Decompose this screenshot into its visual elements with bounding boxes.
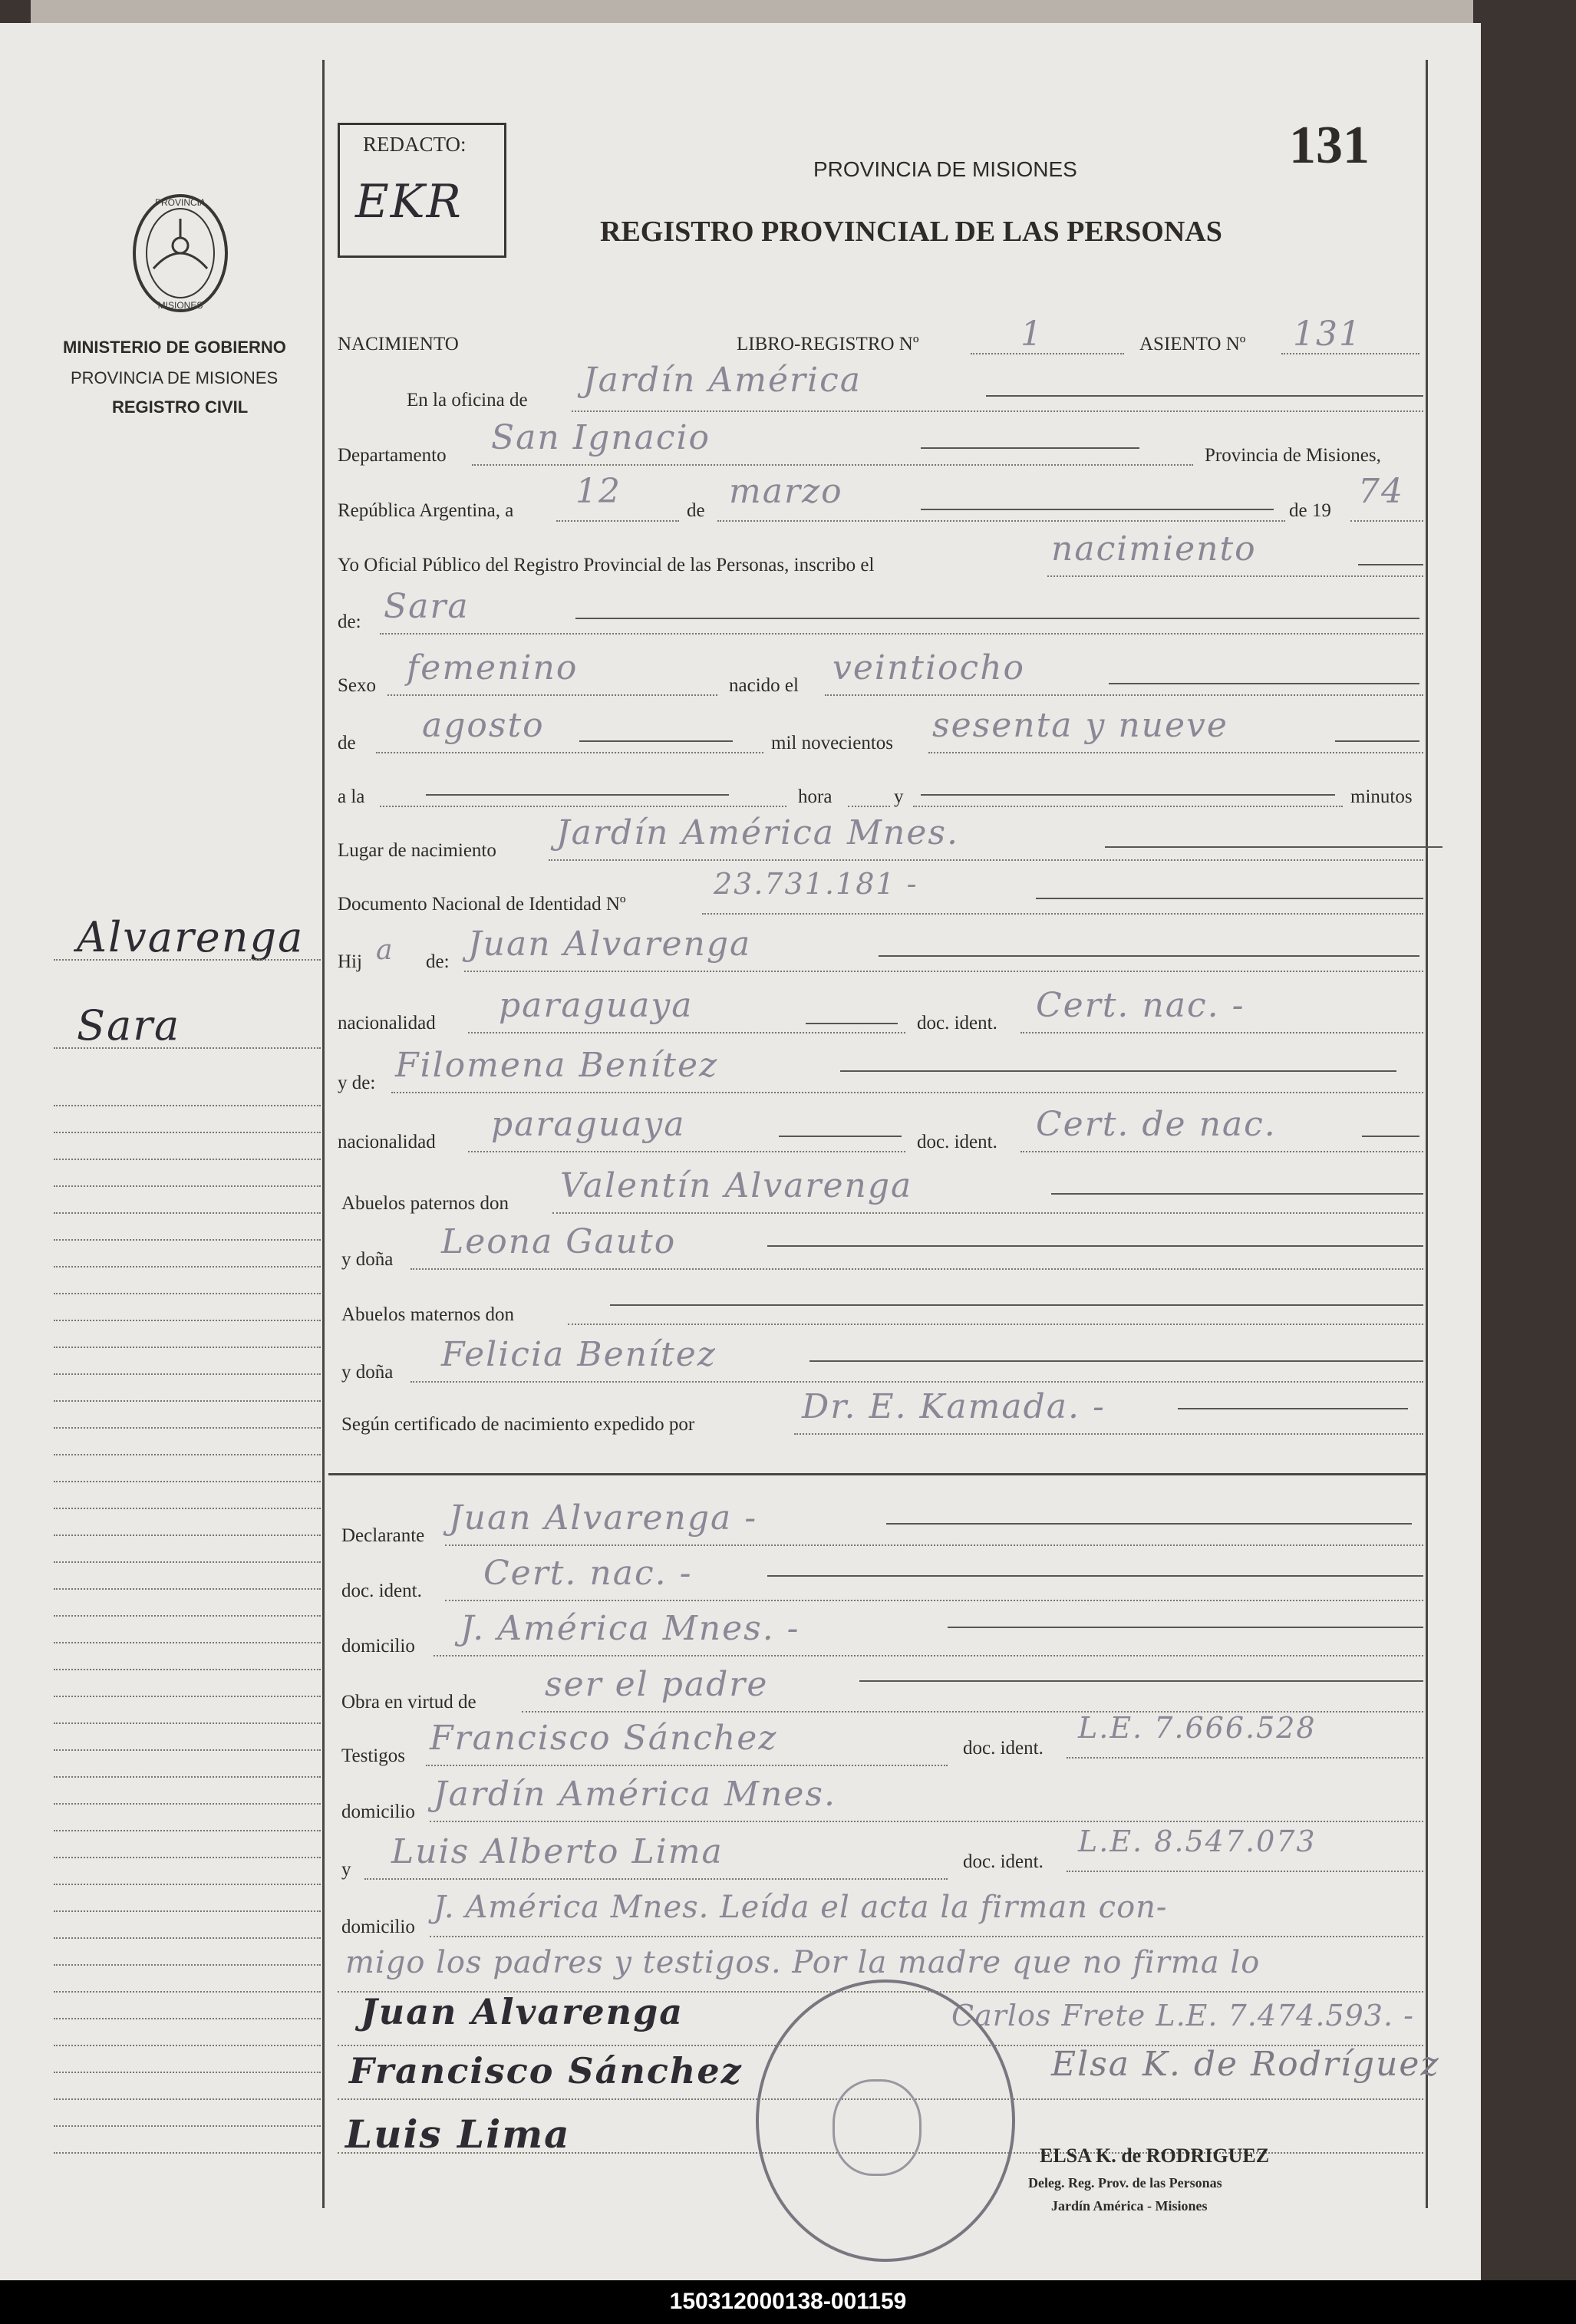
official-signature: Elsa K. de Rodríguez: [1051, 2045, 1440, 2084]
value-nac-madre: paraguaya: [491, 1105, 686, 1144]
label-de-mes: de: [338, 733, 356, 753]
label-provincia: Provincia de Misiones,: [1205, 445, 1381, 466]
label-ala: a la: [338, 786, 365, 807]
label-de-padre: de:: [426, 951, 450, 972]
provincial-seal-icon: [123, 184, 238, 322]
value-sexo: femenino: [407, 648, 579, 687]
official-name: ELSA K. de RODRIGUEZ: [1040, 2144, 1270, 2167]
label-domicilio-3: domicilio: [341, 1917, 415, 1937]
value-departamento: San Ignacio: [491, 418, 711, 457]
value-doc-declarante: Cert. nac. -: [483, 1554, 693, 1593]
value-mes: marzo: [729, 472, 843, 511]
value-declarante: Juan Alvarenga -: [449, 1498, 758, 1538]
value-doc-testigo-2: L.E. 8.547.073: [1078, 1825, 1317, 1858]
label-doc-ident-4: doc. ident.: [963, 1738, 1044, 1759]
label-y-dona: y doña: [341, 1249, 394, 1270]
seal-text-bottom: MISIONES: [157, 300, 203, 311]
label-y-testigo: y: [341, 1859, 351, 1880]
value-domicilio-declarante: J. América Mnes. -: [460, 1609, 800, 1648]
registry-heading: REGISTRO PROVINCIAL DE LAS PERSONAS: [600, 216, 1222, 248]
label-doc-ident-2: doc. ident.: [917, 1132, 997, 1152]
label-de: de: [687, 500, 705, 521]
value-testigo-2: Luis Alberto Lima: [391, 1832, 724, 1871]
value-testigo-1: Francisco Sánchez: [430, 1719, 778, 1758]
margin-surname: Alvarenga: [77, 913, 305, 961]
label-de-19: de 19: [1289, 500, 1331, 521]
label-testigos: Testigos: [341, 1745, 405, 1766]
label-nacimiento: NACIMIENTO: [338, 334, 459, 354]
ministry-line-1: MINISTERIO DE GOBIERNO: [63, 338, 286, 357]
label-lugar: Lugar de nacimiento: [338, 840, 496, 861]
redacto-box: [338, 123, 506, 258]
image-id-caption: 150312000138-001159: [669, 2289, 907, 2314]
margin-given-name: Sara: [77, 1001, 181, 1050]
label-segun: Según certificado de nacimiento expedido por: [341, 1414, 695, 1435]
redacto-value: EKR: [355, 175, 463, 229]
label-y: y: [894, 786, 904, 807]
value-lugar: Jardín América Mnes.: [556, 813, 959, 852]
value-abuela-paterna: Leona Gauto: [441, 1222, 677, 1261]
label-republica: República Argentina, a: [338, 500, 514, 521]
value-obra: ser el padre: [545, 1665, 769, 1704]
label-oficina: En la oficina de: [407, 390, 528, 410]
value-nombre: Sara: [384, 587, 470, 626]
label-mil: mil novecientos: [771, 733, 893, 753]
value-medico: Dr. E. Kamada. -: [802, 1387, 1106, 1426]
value-libro: 1: [1020, 315, 1044, 354]
value-domicilio-testigo-1: Jardín América Mnes.: [434, 1775, 836, 1814]
seal-text-top: PROVINCIA: [154, 197, 206, 208]
value-oficina: Jardín América: [583, 361, 862, 400]
value-madre: Filomena Benítez: [395, 1046, 719, 1085]
label-asiento: ASIENTO Nº: [1139, 334, 1246, 354]
right-frame-line: [1426, 60, 1428, 2208]
value-abuela-materna: Felicia Benítez: [441, 1335, 717, 1374]
signature-2: Francisco Sánchez: [349, 2050, 743, 2092]
value-nac-padre: paraguaya: [499, 986, 694, 1025]
signature-3: Luis Lima: [345, 2111, 571, 2157]
label-declarante: Declarante: [341, 1525, 425, 1546]
value-nacido: veintiocho: [833, 648, 1026, 687]
label-nacionalidad-2: nacionalidad: [338, 1132, 436, 1152]
label-hora: hora: [798, 786, 833, 807]
label-de-nombre: de:: [338, 611, 361, 632]
label-abuelos-maternos: Abuelos maternos don: [341, 1304, 514, 1325]
value-asiento: 131: [1293, 315, 1362, 354]
label-domicilio-2: domicilio: [341, 1802, 415, 1822]
ministry-line-2: PROVINCIA DE MISIONES: [71, 368, 279, 387]
value-abuelo-paterno: Valentín Alvarenga: [560, 1166, 913, 1205]
margin-lines: [54, 959, 321, 2187]
label-domicilio: domicilio: [341, 1636, 415, 1656]
value-doc-testigo-1: L.E. 7.666.528: [1078, 1711, 1317, 1745]
label-dni: Documento Nacional de Identidad Nº: [338, 894, 626, 915]
label-doc-ident: doc. ident.: [917, 1013, 997, 1033]
value-padre: Juan Alvarenga: [468, 925, 752, 964]
value-continuacion: migo los padres y testigos. Por la madre que no firma lo: [345, 1945, 1261, 1980]
label-departamento: Departamento: [338, 445, 447, 466]
value-doc-padre: Cert. nac. -: [1036, 986, 1245, 1025]
signature-1: Juan Alvarenga: [361, 1991, 684, 2032]
value-dia: 12: [575, 472, 621, 511]
value-anio: 74: [1358, 472, 1404, 511]
label-abuelos-paternos: Abuelos paternos don: [341, 1193, 509, 1214]
value-mes-nac: agosto: [422, 706, 545, 745]
province-heading: PROVINCIA DE MISIONES: [813, 157, 1077, 181]
value-acto: nacimiento: [1051, 529, 1257, 569]
label-y-de: y de:: [338, 1073, 376, 1093]
value-doc-madre: Cert. de nac.: [1036, 1105, 1277, 1144]
value-domicilio-testigo-2: J. América Mnes. Leída el acta la firman con-: [434, 1890, 1168, 1925]
label-sexo: Sexo: [338, 675, 376, 696]
value-dni: 23.731.181 -: [714, 867, 918, 901]
page-number: 131: [1289, 116, 1370, 175]
value-firma-rogada: Carlos Frete L.E. 7.474.593. -: [951, 1999, 1414, 2032]
value-anio-nac: sesenta y nueve: [932, 706, 1228, 745]
left-frame-line: [322, 60, 325, 2208]
value-hij-suffix: a: [376, 935, 394, 966]
label-nacido: nacido el: [729, 675, 799, 696]
label-hij: Hij: [338, 951, 362, 972]
redacto-label: REDACTO:: [363, 133, 467, 156]
label-nacionalidad: nacionalidad: [338, 1013, 436, 1033]
label-oficial: Yo Oficial Público del Registro Provincial de las Personas, inscribo el: [338, 555, 875, 575]
label-libro: LIBRO-REGISTRO Nº: [737, 334, 919, 354]
section-divider: [328, 1473, 1426, 1475]
official-place: Jardín América - Misiones: [1051, 2198, 1208, 2214]
label-doc-ident-5: doc. ident.: [963, 1851, 1044, 1872]
label-y-dona-2: y doña: [341, 1362, 394, 1383]
label-obra: Obra en virtud de: [341, 1692, 476, 1713]
stamp-emblem: [833, 2079, 922, 2176]
official-title: Deleg. Reg. Prov. de las Personas: [1028, 2175, 1222, 2190]
ministry-line-3: REGISTRO CIVIL: [112, 397, 249, 417]
label-minutos: minutos: [1350, 786, 1413, 807]
label-doc-ident-3: doc. ident.: [341, 1581, 422, 1601]
